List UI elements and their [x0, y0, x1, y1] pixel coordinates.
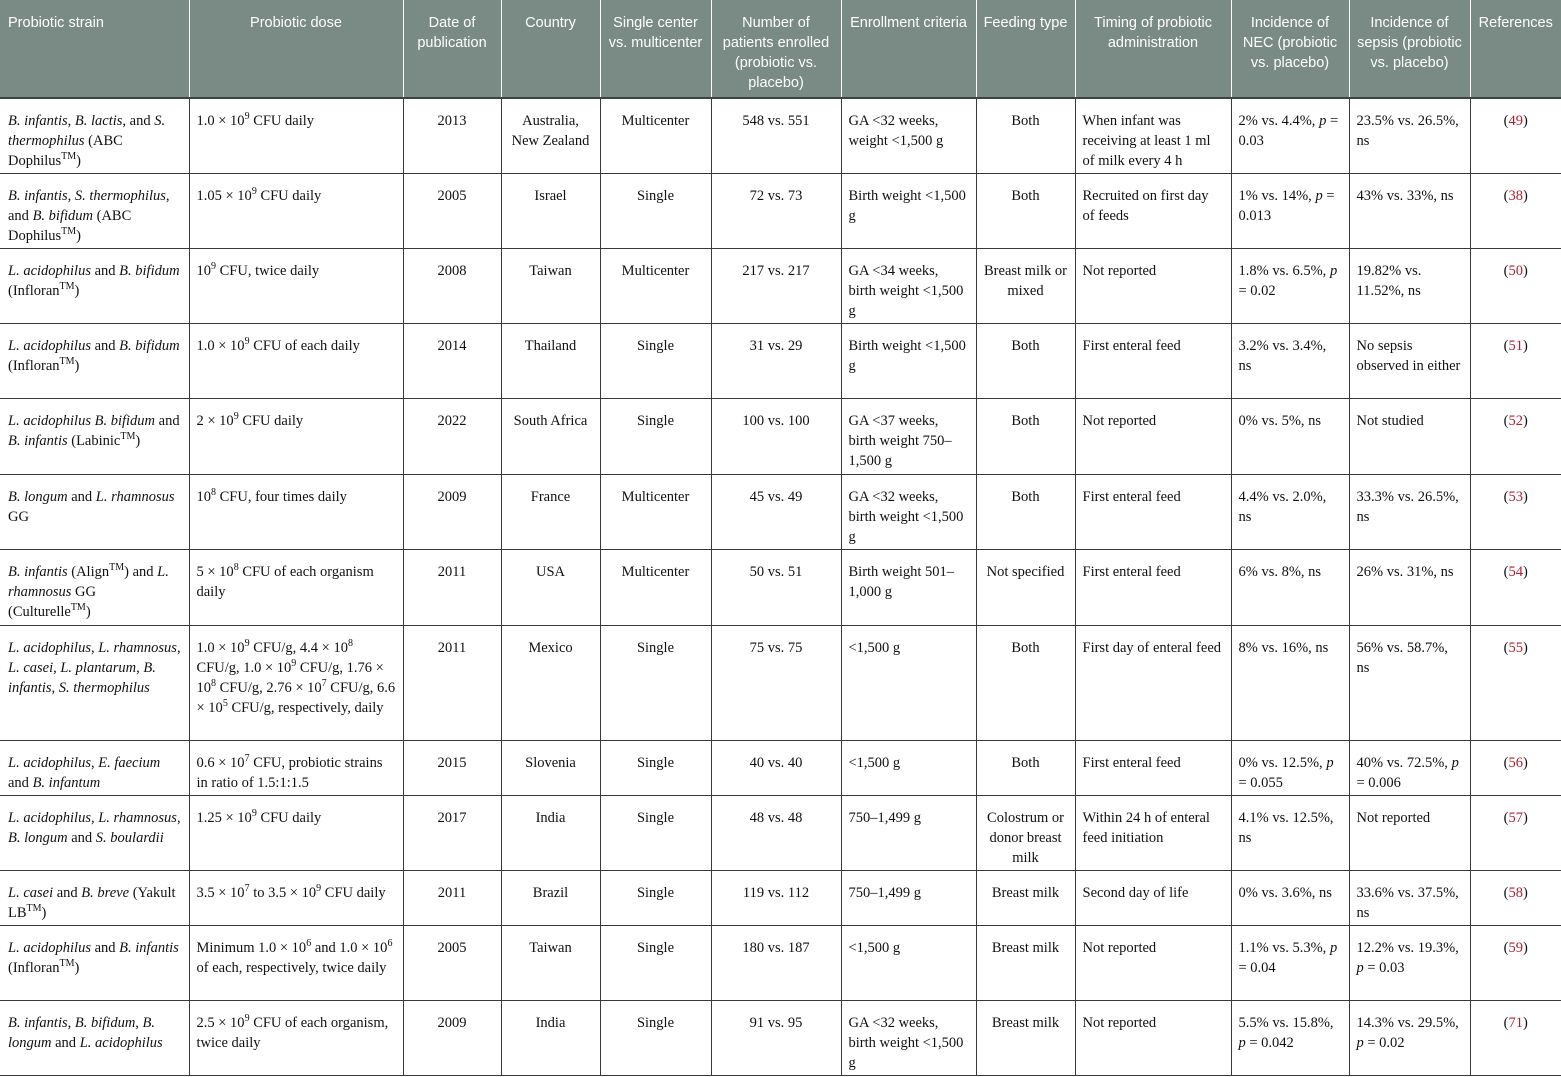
cell-patients-enrolled: 100 vs. 100	[711, 399, 841, 475]
reference-link[interactable]: 55	[1508, 640, 1523, 656]
cell-date-of-publication: 2011	[403, 871, 501, 926]
table-row	[0, 1001, 1561, 1076]
cell-timing: Not reported	[1075, 399, 1231, 475]
cell-nec-incidence: 4.1% vs. 12.5%, ns	[1231, 796, 1349, 871]
cell-nec-incidence: 2% vs. 4.4%, p = 0.03	[1231, 98, 1349, 174]
cell-nec-incidence: 5.5% vs. 15.8%, p = 0.042	[1231, 1001, 1349, 1076]
cell-sepsis-incidence: 33.3% vs. 26.5%, ns	[1349, 475, 1470, 550]
cell-center-type: Single	[600, 626, 711, 741]
cell-country: India	[501, 796, 600, 871]
cell-probiotic-dose: $10^8$ CFU, four times daily	[189, 475, 403, 550]
cell-feeding-type: Breast milk or mixed	[976, 249, 1075, 324]
table-body	[0, 98, 1561, 1076]
cell-nec-incidence: 0% vs. 5%, ns	[1231, 399, 1349, 475]
cell-sepsis-incidence: No sepsis observed in either	[1349, 324, 1470, 399]
cell-date-of-publication: 2011	[403, 550, 501, 626]
cell-enrollment-criteria: GA <34 weeks, birth weight <1,500 g	[841, 249, 976, 324]
cell-reference: (51)	[1470, 324, 1561, 399]
cell-reference: (54)	[1470, 550, 1561, 626]
cell-reference: (59)	[1470, 926, 1561, 1001]
cell-date-of-publication: 2009	[403, 475, 501, 550]
cell-patients-enrolled: 45 vs. 49	[711, 475, 841, 550]
cell-probiotic-strain: L. acidophilus and B. bifidum (Infloran™)	[0, 324, 189, 399]
cell-country: South Africa	[501, 399, 600, 475]
cell-probiotic-dose: Minimum $1.0 \times 10^6$ and $1.0 \times 10^6$ of each, respectively, twice daily	[189, 926, 403, 1001]
cell-reference: (58)	[1470, 871, 1561, 926]
cell-reference: (50)	[1470, 249, 1561, 324]
cell-reference: (57)	[1470, 796, 1561, 871]
cell-date-of-publication: 2008	[403, 249, 501, 324]
cell-feeding-type: Breast milk	[976, 1001, 1075, 1076]
table-row	[0, 796, 1561, 871]
reference-link[interactable]: 71	[1508, 1015, 1523, 1031]
cell-country: Brazil	[501, 871, 600, 926]
cell-feeding-type: Both	[976, 174, 1075, 249]
cell-date-of-publication: 2022	[403, 399, 501, 475]
cell-probiotic-strain: B. infantis, B. bifidum, B. longum and L. acidophilus	[0, 1001, 189, 1076]
cell-probiotic-dose: $2 \times 10^9$ CFU daily	[189, 399, 403, 475]
cell-country: Mexico	[501, 626, 600, 741]
cell-center-type: Single	[600, 324, 711, 399]
cell-sepsis-incidence: 26% vs. 31%, ns	[1349, 550, 1470, 626]
cell-enrollment-criteria: Birth weight <1,500 g	[841, 324, 976, 399]
header-feeding-type: Feeding type	[976, 0, 1075, 98]
header-sepsis-incidence: Incidence of sepsis (probiotic vs. placebo)	[1349, 0, 1470, 98]
header-probiotic-strain: Probiotic strain	[0, 0, 189, 98]
cell-timing: Second day of life	[1075, 871, 1231, 926]
cell-timing: Within 24 h of enteral feed initiation	[1075, 796, 1231, 871]
cell-timing: Recruited on first day of feeds	[1075, 174, 1231, 249]
cell-center-type: Single	[600, 741, 711, 796]
cell-date-of-publication: 2014	[403, 324, 501, 399]
cell-sepsis-incidence: 33.6% vs. 37.5%, ns	[1349, 871, 1470, 926]
reference-link[interactable]: 50	[1508, 263, 1523, 279]
cell-center-type: Multicenter	[600, 475, 711, 550]
header-enrollment-criteria: Enrollment criteria	[841, 0, 976, 98]
cell-country: Israel	[501, 174, 600, 249]
cell-reference: (38)	[1470, 174, 1561, 249]
cell-enrollment-criteria: Birth weight <1,500 g	[841, 174, 976, 249]
cell-country: Slovenia	[501, 741, 600, 796]
cell-feeding-type: Both	[976, 324, 1075, 399]
cell-probiotic-dose: $0.6 \times 10^7$ CFU, probiotic strains in ratio of 1.5:1:1.5	[189, 741, 403, 796]
table-row	[0, 249, 1561, 324]
header-country: Country	[501, 0, 600, 98]
cell-probiotic-strain: L. acidophilus, L. rhamnosus, B. longum and S. boulardii	[0, 796, 189, 871]
cell-country: Taiwan	[501, 249, 600, 324]
cell-nec-incidence: 6% vs. 8%, ns	[1231, 550, 1349, 626]
cell-center-type: Single	[600, 174, 711, 249]
header-date-of-publication: Date of publication	[403, 0, 501, 98]
cell-probiotic-strain: B. infantis, S. thermophilus, and B. bifidum (ABC Dophilus™)	[0, 174, 189, 249]
cell-nec-incidence: 1.8% vs. 6.5%, p = 0.02	[1231, 249, 1349, 324]
cell-sepsis-incidence: 40% vs. 72.5%, p = 0.006	[1349, 741, 1470, 796]
cell-timing: First enteral feed	[1075, 550, 1231, 626]
cell-center-type: Multicenter	[600, 98, 711, 174]
cell-enrollment-criteria: 750–1,499 g	[841, 796, 976, 871]
header-row	[0, 0, 1561, 98]
table-row	[0, 871, 1561, 926]
cell-probiotic-dose: $1.0 \times 10^9$ CFU of each daily	[189, 324, 403, 399]
cell-probiotic-strain: B. longum and L. rhamnosus GG	[0, 475, 189, 550]
cell-sepsis-incidence: 56% vs. 58.7%, ns	[1349, 626, 1470, 741]
table-row	[0, 475, 1561, 550]
cell-patients-enrolled: 217 vs. 217	[711, 249, 841, 324]
header-timing: Timing of probiotic administration	[1075, 0, 1231, 98]
header-nec-incidence: Incidence of NEC (probiotic vs. placebo)	[1231, 0, 1349, 98]
cell-feeding-type: Both	[976, 626, 1075, 741]
table-row	[0, 174, 1561, 249]
cell-date-of-publication: 2005	[403, 174, 501, 249]
cell-timing: Not reported	[1075, 1001, 1231, 1076]
cell-enrollment-criteria: 750–1,499 g	[841, 871, 976, 926]
cell-patients-enrolled: 75 vs. 75	[711, 626, 841, 741]
cell-timing: When infant was receiving at least 1 ml of milk every 4 h	[1075, 98, 1231, 174]
cell-date-of-publication: 2015	[403, 741, 501, 796]
table-row	[0, 626, 1561, 741]
cell-sepsis-incidence: Not studied	[1349, 399, 1470, 475]
cell-timing: Not reported	[1075, 926, 1231, 1001]
cell-nec-incidence: 8% vs. 16%, ns	[1231, 626, 1349, 741]
cell-patients-enrolled: 119 vs. 112	[711, 871, 841, 926]
header-patients-enrolled: Number of patients enrolled (probiotic vs. placebo)	[711, 0, 841, 98]
table-row	[0, 399, 1561, 475]
cell-country: Taiwan	[501, 926, 600, 1001]
cell-center-type: Single	[600, 399, 711, 475]
cell-nec-incidence: 0% vs. 3.6%, ns	[1231, 871, 1349, 926]
reference-link[interactable]: 53	[1508, 489, 1523, 505]
cell-patients-enrolled: 48 vs. 48	[711, 796, 841, 871]
cell-date-of-publication: 2005	[403, 926, 501, 1001]
cell-feeding-type: Breast milk	[976, 871, 1075, 926]
cell-center-type: Single	[600, 1001, 711, 1076]
cell-date-of-publication: 2009	[403, 1001, 501, 1076]
cell-country: France	[501, 475, 600, 550]
cell-probiotic-strain: L. acidophilus and B. infantis (Infloran™)	[0, 926, 189, 1001]
table-row	[0, 550, 1561, 626]
cell-feeding-type: Both	[976, 741, 1075, 796]
cell-timing: First enteral feed	[1075, 475, 1231, 550]
cell-patients-enrolled: 31 vs. 29	[711, 324, 841, 399]
cell-date-of-publication: 2013	[403, 98, 501, 174]
cell-country: Australia, New Zealand	[501, 98, 600, 174]
cell-feeding-type: Both	[976, 98, 1075, 174]
cell-patients-enrolled: 50 vs. 51	[711, 550, 841, 626]
cell-feeding-type: Both	[976, 399, 1075, 475]
cell-center-type: Multicenter	[600, 249, 711, 324]
cell-probiotic-strain: L. acidophilus, L. rhamnosus, L. casei, L. plantarum, B. infantis, S. thermophilus	[0, 626, 189, 741]
cell-enrollment-criteria: <1,500 g	[841, 626, 976, 741]
cell-feeding-type: Not specified	[976, 550, 1075, 626]
cell-reference: (55)	[1470, 626, 1561, 741]
cell-center-type: Single	[600, 871, 711, 926]
cell-sepsis-incidence: 14.3% vs. 29.5%, p = 0.02	[1349, 1001, 1470, 1076]
table-row	[0, 324, 1561, 399]
cell-nec-incidence: 1.1% vs. 5.3%, p = 0.04	[1231, 926, 1349, 1001]
cell-feeding-type: Both	[976, 475, 1075, 550]
cell-probiotic-dose: $3.5 \times 10^7$ to $3.5 \times 10^9$ CFU daily	[189, 871, 403, 926]
cell-patients-enrolled: 548 vs. 551	[711, 98, 841, 174]
cell-nec-incidence: 1% vs. 14%, p = 0.013	[1231, 174, 1349, 249]
reference-link[interactable]: 38	[1508, 188, 1523, 204]
header-probiotic-dose: Probiotic dose	[189, 0, 403, 98]
cell-timing: First enteral feed	[1075, 324, 1231, 399]
reference-link[interactable]: 57	[1508, 810, 1523, 826]
cell-probiotic-strain: B. infantis (Align™) and L. rhamnosus GG (Culturelle™)	[0, 550, 189, 626]
cell-sepsis-incidence: 43% vs. 33%, ns	[1349, 174, 1470, 249]
cell-feeding-type: Breast milk	[976, 926, 1075, 1001]
cell-reference: (53)	[1470, 475, 1561, 550]
cell-enrollment-criteria: <1,500 g	[841, 926, 976, 1001]
cell-reference: (52)	[1470, 399, 1561, 475]
cell-probiotic-strain: L. casei and B. breve (Yakult LB™)	[0, 871, 189, 926]
cell-nec-incidence: 3.2% vs. 3.4%, ns	[1231, 324, 1349, 399]
cell-patients-enrolled: 180 vs. 187	[711, 926, 841, 1001]
cell-probiotic-dose: $2.5 \times 10^9$ CFU of each organism, twice daily	[189, 1001, 403, 1076]
cell-nec-incidence: 0% vs. 12.5%, p = 0.055	[1231, 741, 1349, 796]
cell-feeding-type: Colostrum or donor breast milk	[976, 796, 1075, 871]
cell-probiotic-dose: $5 \times 10^8$ CFU of each organism daily	[189, 550, 403, 626]
cell-reference: (71)	[1470, 1001, 1561, 1076]
cell-sepsis-incidence: 23.5% vs. 26.5%, ns	[1349, 98, 1470, 174]
cell-center-type: Single	[600, 926, 711, 1001]
cell-country: USA	[501, 550, 600, 626]
cell-center-type: Multicenter	[600, 550, 711, 626]
reference-link[interactable]: 59	[1508, 940, 1523, 956]
cell-probiotic-dose: $1.0 \times 10^9$ CFU daily	[189, 98, 403, 174]
header-center-type: Single center vs. multicenter	[600, 0, 711, 98]
reference-link[interactable]: 54	[1508, 564, 1523, 580]
cell-date-of-publication: 2017	[403, 796, 501, 871]
cell-sepsis-incidence: 12.2% vs. 19.3%, p = 0.03	[1349, 926, 1470, 1001]
cell-country: India	[501, 1001, 600, 1076]
cell-enrollment-criteria: GA <32 weeks, weight <1,500 g	[841, 98, 976, 174]
cell-probiotic-dose: $1.05 \times 10^9$ CFU daily	[189, 174, 403, 249]
cell-center-type: Single	[600, 796, 711, 871]
cell-probiotic-strain: B. infantis, B. lactis, and S. thermophilus (ABC Dophilus™)	[0, 98, 189, 174]
cell-sepsis-incidence: Not reported	[1349, 796, 1470, 871]
cell-country: Thailand	[501, 324, 600, 399]
reference-link[interactable]: 51	[1508, 338, 1523, 354]
cell-probiotic-dose: $1.25 \times 10^9$ CFU daily	[189, 796, 403, 871]
reference-link[interactable]: 52	[1508, 413, 1523, 429]
cell-enrollment-criteria: GA <32 weeks, birth weight <1,500 g	[841, 1001, 976, 1076]
cell-probiotic-strain: L. acidophilus and B. bifidum (Infloran™)	[0, 249, 189, 324]
cell-sepsis-incidence: 19.82% vs. 11.52%, ns	[1349, 249, 1470, 324]
reference-link[interactable]: 56	[1508, 755, 1523, 771]
header-references: References	[1470, 0, 1561, 98]
cell-enrollment-criteria: Birth weight 501–1,000 g	[841, 550, 976, 626]
cell-timing: Not reported	[1075, 249, 1231, 324]
table-row	[0, 926, 1561, 1001]
cell-timing: First day of enteral feed	[1075, 626, 1231, 741]
cell-reference: (49)	[1470, 98, 1561, 174]
cell-patients-enrolled: 91 vs. 95	[711, 1001, 841, 1076]
cell-enrollment-criteria: GA <32 weeks, birth weight <1,500 g	[841, 475, 976, 550]
cell-patients-enrolled: 72 vs. 73	[711, 174, 841, 249]
cell-probiotic-strain: L. acidophilus, E. faecium and B. infantum	[0, 741, 189, 796]
cell-enrollment-criteria: GA <37 weeks, birth weight 750–1,500 g	[841, 399, 976, 475]
cell-reference: (56)	[1470, 741, 1561, 796]
cell-patients-enrolled: 40 vs. 40	[711, 741, 841, 796]
reference-link[interactable]: 49	[1508, 113, 1523, 129]
cell-probiotic-dose: $1.0 \times 10^9$ CFU/g, $4.4 \times 10^8$ CFU/g, $1.0 \times 10^9$ CFU/g, $1.76 \times 10^8$ CFU/g, $2.76 \times 10^7$ CFU/g, $6.6 \times 10^5$ CFU/g, respectively, daily	[189, 626, 403, 741]
table-row	[0, 98, 1561, 174]
cell-enrollment-criteria: <1,500 g	[841, 741, 976, 796]
cell-timing: First enteral feed	[1075, 741, 1231, 796]
cell-date-of-publication: 2011	[403, 626, 501, 741]
cell-probiotic-strain: L. acidophilus B. bifidum and B. infantis (Labinic™)	[0, 399, 189, 475]
cell-nec-incidence: 4.4% vs. 2.0%, ns	[1231, 475, 1349, 550]
table-row	[0, 741, 1561, 796]
cell-probiotic-dose: $10^9$ CFU, twice daily	[189, 249, 403, 324]
reference-link[interactable]: 58	[1508, 885, 1523, 901]
